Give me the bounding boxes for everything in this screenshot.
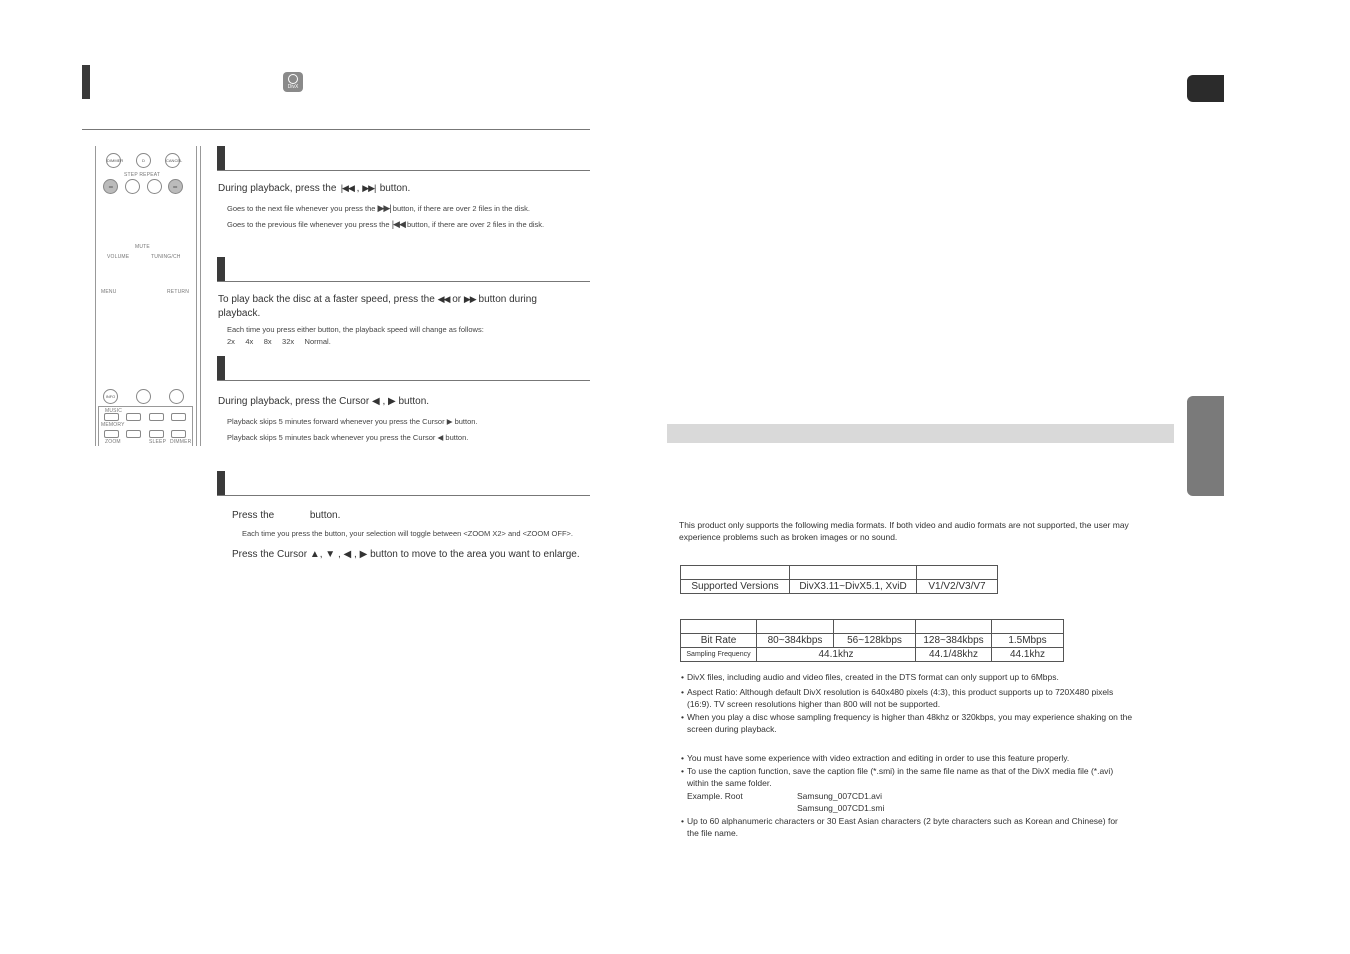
note-aspect-cont: (16:9). TV screen resolutions higher than 800 will not be supported. — [687, 699, 941, 709]
table-cell: Supported Versions — [681, 580, 790, 594]
video-format-table — [680, 565, 998, 594]
caption-example-smi: Samsung_007CD1.smi — [797, 803, 885, 813]
remote-key — [126, 413, 141, 421]
info-remote-button: INFO — [103, 389, 118, 404]
section-rule-fast — [217, 281, 590, 282]
cursor-right-icon: ▶ — [388, 396, 396, 407]
zoom-label: ZOOM — [105, 439, 121, 445]
remote-divider — [200, 146, 201, 446]
table-cell: 80~384kbps — [757, 634, 834, 648]
section-rule-zoom — [217, 495, 590, 496]
memory-label: MEMORY — [101, 422, 125, 428]
cursor-up-icon: ▲ — [309, 549, 320, 560]
cursor-right-icon: ▶ — [446, 417, 453, 426]
volume-label: VOLUME — [107, 254, 130, 260]
skip-note-previous: Goes to the previous file whenever you press the |◀◀ button, if there are over 2 files in the disk. — [227, 219, 545, 229]
d-remote-button: D — [136, 153, 151, 168]
remote-key — [149, 413, 164, 421]
tuning-label: TUNING/CH — [151, 254, 181, 260]
table-cell: 44.1/48khz — [916, 648, 992, 662]
mute-label: MUTE — [135, 244, 150, 250]
repeat-remote-button — [147, 179, 162, 194]
sleep-remote-key — [149, 430, 164, 438]
five-min-note-back: Playback skips 5 minutes back whenever you press the Cursor ◀ button. — [227, 433, 469, 442]
fast-instruction-line2: playback. — [218, 308, 261, 319]
audio-format-table — [680, 619, 1064, 662]
divx-disc-icon: DivX — [283, 72, 303, 92]
remote-key — [126, 430, 141, 438]
note-aspect: • Aspect Ratio: Although default DivX resolution is 640x480 pixels (4:3), this product supports up to 720X480 pixels — [681, 687, 1114, 697]
table-cell — [992, 620, 1064, 634]
table-row — [681, 566, 998, 580]
table-cell: V1/V2/V3/V7 — [917, 580, 998, 594]
caption-note-save: • To use the caption function, save the caption file (*.smi) in the same file name as that of the DivX media file (*.avi) — [681, 766, 1114, 776]
intro-line-1: This product only supports the following media formats. If both video and audio formats are not supported, the user may — [679, 520, 1129, 530]
remote-round-button — [136, 389, 151, 404]
table-cell — [790, 566, 917, 580]
menu-label: MENU — [101, 289, 117, 295]
table-cell: 128~384kbps — [916, 634, 992, 648]
intro-line-2: experience problems such as broken images or no sound. — [679, 532, 898, 542]
table-cell — [834, 620, 916, 634]
fast-instruction: To play back the disc at a faster speed, press the ◀◀ or ▶▶ button during — [218, 294, 537, 305]
step-remote-button — [125, 179, 140, 194]
skip-forward-remote-icon: ▸▸ — [168, 179, 183, 194]
sleep-label: SLEEP — [149, 439, 167, 445]
section-header-band — [667, 424, 1174, 443]
dimmer-remote-button: DIMMER — [106, 153, 121, 168]
table-cell — [681, 620, 757, 634]
skip-note-next: Goes to the next file whenever you press the ▶▶| button, if there are over 2 files in the disk. — [227, 203, 530, 213]
table-row — [681, 580, 998, 594]
table-cell — [916, 620, 992, 634]
note-dts: • DivX files, including audio and video files, created in the DTS format can only support up to 6Mbps. — [681, 672, 1059, 682]
zoom-note: Each time you press the button, your selection will toggle between <ZOOM X2> and <ZOOM OFF>. — [242, 529, 573, 538]
table-cell — [917, 566, 998, 580]
note-sampling: • When you play a disc whose sampling frequency is higher than 48khz or 320kbps, you may experience shaking on the — [681, 712, 1133, 722]
table-row — [681, 648, 1064, 662]
table-cell: 56~128kbps — [834, 634, 916, 648]
remote-bottom-panel — [98, 406, 193, 446]
table-row — [681, 620, 1064, 634]
table-cell — [757, 620, 834, 634]
music-label: MUSIC — [105, 408, 123, 414]
dimmer-label: DIMMER — [170, 439, 192, 445]
table-cell: 44.1khz — [757, 648, 916, 662]
cancel-remote-button: CANCEL — [165, 153, 180, 168]
table-cell: Bit Rate — [681, 634, 757, 648]
skip-forward-icon: ▶▶| — [377, 203, 391, 213]
section-rule-5min — [217, 380, 590, 381]
table-cell: 1.5Mbps — [992, 634, 1064, 648]
skip-back-icon: |◀◀ — [391, 219, 405, 229]
table-row — [681, 634, 1064, 648]
page-tab-grey — [1187, 396, 1224, 496]
step-repeat-label: STEP REPEAT — [124, 172, 161, 178]
page-tab-black — [1187, 75, 1224, 102]
five-min-note-forward: Playback skips 5 minutes forward whenever you press the Cursor ▶ button. — [227, 417, 478, 426]
dimmer-remote-key — [171, 430, 186, 438]
caption-note-experience: • You must have some experience with video extraction and editing in order to use this feature properly. — [681, 753, 1070, 763]
table-cell: 44.1khz — [992, 648, 1064, 662]
zoom-cursor-instruction: Press the Cursor ▲, ▼ , ◀ , ▶ button to move to the area you want to enlarge. — [232, 549, 580, 560]
section-bar-5min — [217, 356, 225, 380]
five-min-instruction: During playback, press the Cursor ◀ , ▶ button. — [218, 396, 430, 407]
zoom-remote-key — [104, 430, 119, 438]
zoom-instruction: Press the button. — [232, 510, 341, 521]
remote-key — [104, 413, 119, 421]
table-cell: Sampling Frequency — [681, 648, 757, 662]
fast-note: Each time you press either button, the playback speed will change as follows: — [227, 325, 484, 334]
cursor-right-icon: ▶ — [359, 549, 368, 560]
note-sampling-cont: screen during playback. — [687, 724, 777, 734]
cursor-left-icon: ◀ — [437, 433, 444, 442]
title-bar — [82, 65, 90, 99]
remote-round-button — [169, 389, 184, 404]
return-label: RETURN — [167, 289, 190, 295]
cursor-left-icon: ◀ — [343, 549, 352, 560]
speed-sequence: 2x 4x 8x 32x Normal. — [227, 337, 331, 346]
remote-key — [171, 413, 186, 421]
table-cell: DivX3.11~DivX5.1, XviD — [790, 580, 917, 594]
cursor-down-icon: ▼ — [325, 549, 336, 560]
remote-illustration — [95, 146, 197, 446]
table-cell — [681, 566, 790, 580]
header-rule — [82, 129, 590, 130]
skip-forward-icon: ▶▶| — [362, 183, 377, 193]
fast-forward-icon: ▶▶ — [463, 294, 476, 304]
section-bar-zoom — [217, 471, 225, 495]
skip-back-remote-icon: ◂◂ — [103, 179, 118, 194]
skip-back-icon: |◀◀ — [339, 183, 354, 193]
caption-example-avi: Samsung_007CD1.avi — [797, 791, 883, 801]
cursor-left-icon: ◀ — [371, 396, 380, 407]
rewind-icon: ◀◀ — [437, 294, 450, 304]
caption-example-label: Example. Root — [687, 791, 743, 801]
section-bar-fast — [217, 257, 225, 281]
caption-note-length-cont: the file name. — [687, 828, 739, 838]
section-rule-skip — [217, 170, 590, 171]
caption-note-save-cont: within the same folder. — [687, 778, 772, 788]
caption-note-length: • Up to 60 alphanumeric characters or 30 East Asian characters (2 byte characters such as Korean and Chinese) for — [681, 816, 1118, 826]
section-bar-skip — [217, 146, 225, 170]
skip-instruction: During playback, press the |◀◀ , ▶▶| button. — [218, 183, 411, 194]
